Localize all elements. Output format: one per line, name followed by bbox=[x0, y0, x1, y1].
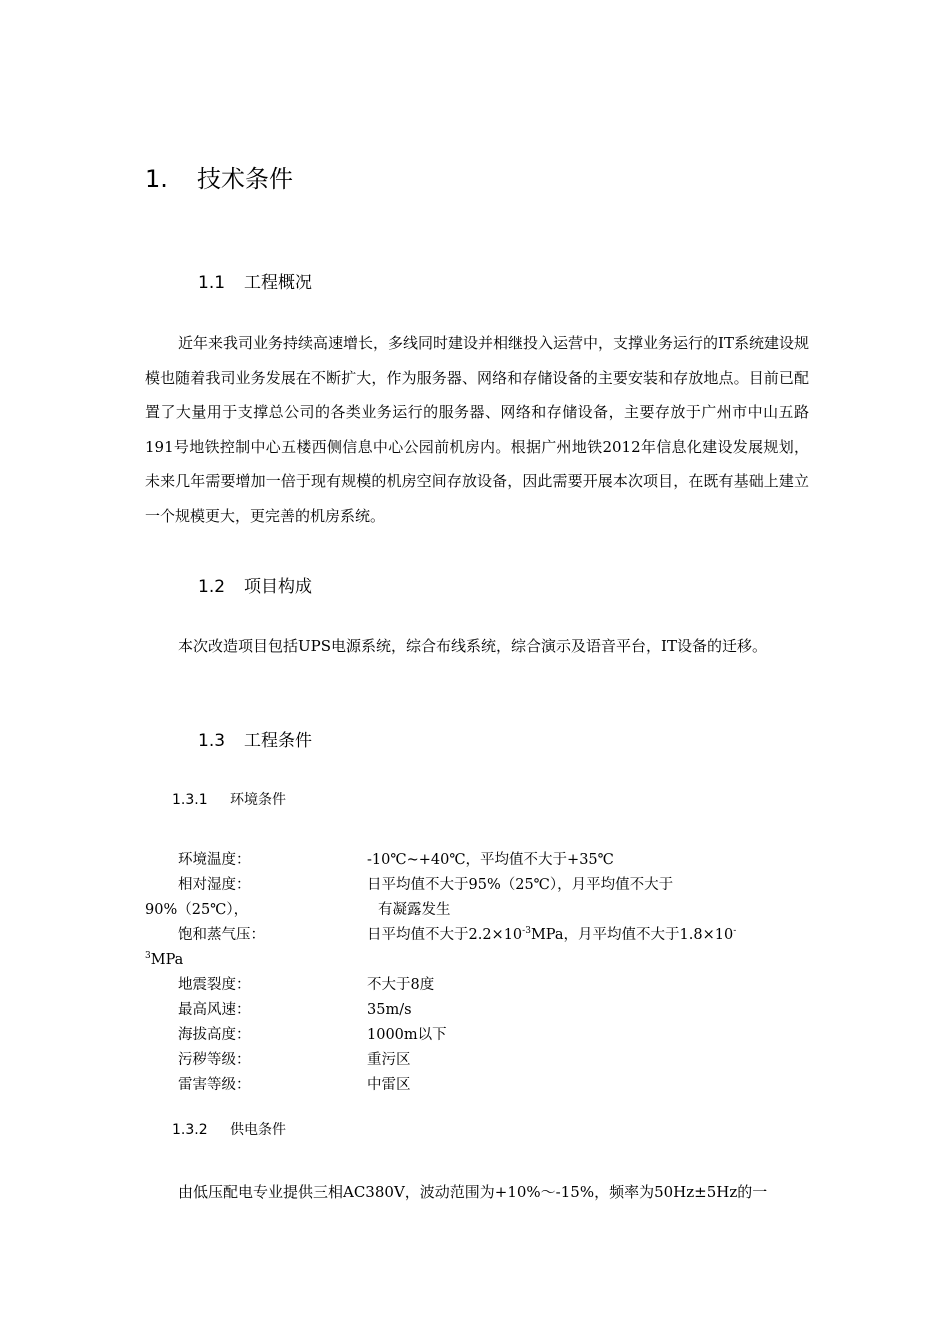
section-title: 技术条件 bbox=[197, 165, 293, 193]
env-label: 相对湿度： bbox=[178, 877, 251, 893]
env-value: 1000m以下 bbox=[367, 1027, 447, 1043]
section-number: 1.2 bbox=[198, 577, 226, 597]
section-1-3-heading bbox=[198, 728, 312, 754]
env-value: 中雷区 bbox=[367, 1077, 411, 1093]
env-label: 饱和蒸气压： bbox=[178, 927, 265, 943]
env-value-continuation: 有凝露发生 bbox=[378, 902, 451, 918]
section-1-3-1-heading bbox=[172, 789, 286, 811]
overview-paragraph: 近年来我司业务持续高速增长，多线同时建设并相继投入运营中，支撑业务运行的IT系统建设规模也随着我司业务发展在不断扩大，作为服务器、网络和存储设备的主要安装和存放地点。目前已配置了大量用于支撑总公司的各类业务运行的服务器、网络和存储设备，主要存放于广州市中山五路191号地铁控制中心五楼西侧信息中心公园前机房内。根据广州地铁2012年信息化建设发展规划，未来几年需要增加一倍于现有规模的机房空间存放设备，因此需要开展本次项目，在既有基础上建立一个规模更大，更完善的机房系统。 bbox=[145, 334, 809, 525]
env-value: 35m/s bbox=[367, 1002, 412, 1018]
env-row-wind bbox=[145, 998, 809, 1023]
power-supply-paragraph: 由低压配电专业提供三相AC380V，波动范围为+10%～-15%，频率为50Hz±5Hz的一 bbox=[178, 1183, 768, 1201]
section-number: 1. bbox=[145, 165, 168, 193]
env-label: 海拔高度： bbox=[178, 1027, 251, 1043]
exponent: - bbox=[733, 926, 737, 936]
env-row-seismic bbox=[145, 973, 809, 998]
exponent: 3 bbox=[145, 951, 151, 961]
section-number: 1.3.2 bbox=[172, 1122, 208, 1138]
env-value: 日平均值不大于95%（25℃），月平均值不大于 bbox=[367, 877, 674, 893]
section-1-2-heading bbox=[198, 574, 312, 600]
env-label: 污秽等级： bbox=[178, 1052, 251, 1068]
env-label: 环境温度： bbox=[178, 852, 251, 868]
section-title: 供电条件 bbox=[230, 1122, 286, 1138]
env-row-vapor bbox=[145, 923, 809, 948]
env-value: 重污区 bbox=[367, 1052, 411, 1068]
env-label: 雷害等级： bbox=[178, 1077, 251, 1093]
env-value-wrap: 90%（25℃）， bbox=[145, 902, 249, 918]
env-label: 地震裂度： bbox=[178, 977, 251, 993]
env-value: 不大于8度 bbox=[367, 977, 435, 993]
env-value-wrap bbox=[145, 948, 183, 973]
env-value-part: MPa，月平均值不大于1.8×10 bbox=[530, 927, 734, 943]
env-row-vapor-wrap bbox=[145, 948, 809, 973]
env-row-altitude bbox=[145, 1023, 809, 1048]
section-title: 项目构成 bbox=[244, 577, 312, 597]
composition-paragraph: 本次改造项目包括UPS电源系统，综合布线系统，综合演示及语音平台，IT设备的迁移。 bbox=[178, 637, 767, 655]
env-row-pollution bbox=[145, 1048, 809, 1073]
env-row-humidity bbox=[145, 873, 809, 898]
section-1-1-heading bbox=[198, 270, 312, 296]
section-number: 1.3.1 bbox=[172, 792, 208, 808]
env-row-lightning bbox=[145, 1073, 809, 1098]
env-value bbox=[367, 923, 736, 948]
env-value-part: MPa bbox=[150, 952, 184, 968]
exponent: -3 bbox=[522, 926, 531, 936]
environment-conditions-list bbox=[145, 848, 809, 1098]
section-title: 工程概况 bbox=[244, 273, 312, 293]
env-value-part: 日平均值不大于2.2×10 bbox=[367, 927, 523, 943]
env-label: 最高风速： bbox=[178, 1002, 251, 1018]
env-row-humidity-wrap bbox=[145, 898, 809, 923]
env-value: -10℃~+40℃，平均值不大于+35℃ bbox=[367, 852, 614, 868]
section-1-3-2-heading bbox=[172, 1119, 286, 1141]
section-number: 1.1 bbox=[198, 273, 226, 293]
env-row-temperature bbox=[145, 848, 809, 873]
section-title: 工程条件 bbox=[244, 731, 312, 751]
section-1-heading bbox=[145, 162, 293, 196]
section-number: 1.3 bbox=[198, 731, 226, 751]
section-title: 环境条件 bbox=[230, 792, 286, 808]
